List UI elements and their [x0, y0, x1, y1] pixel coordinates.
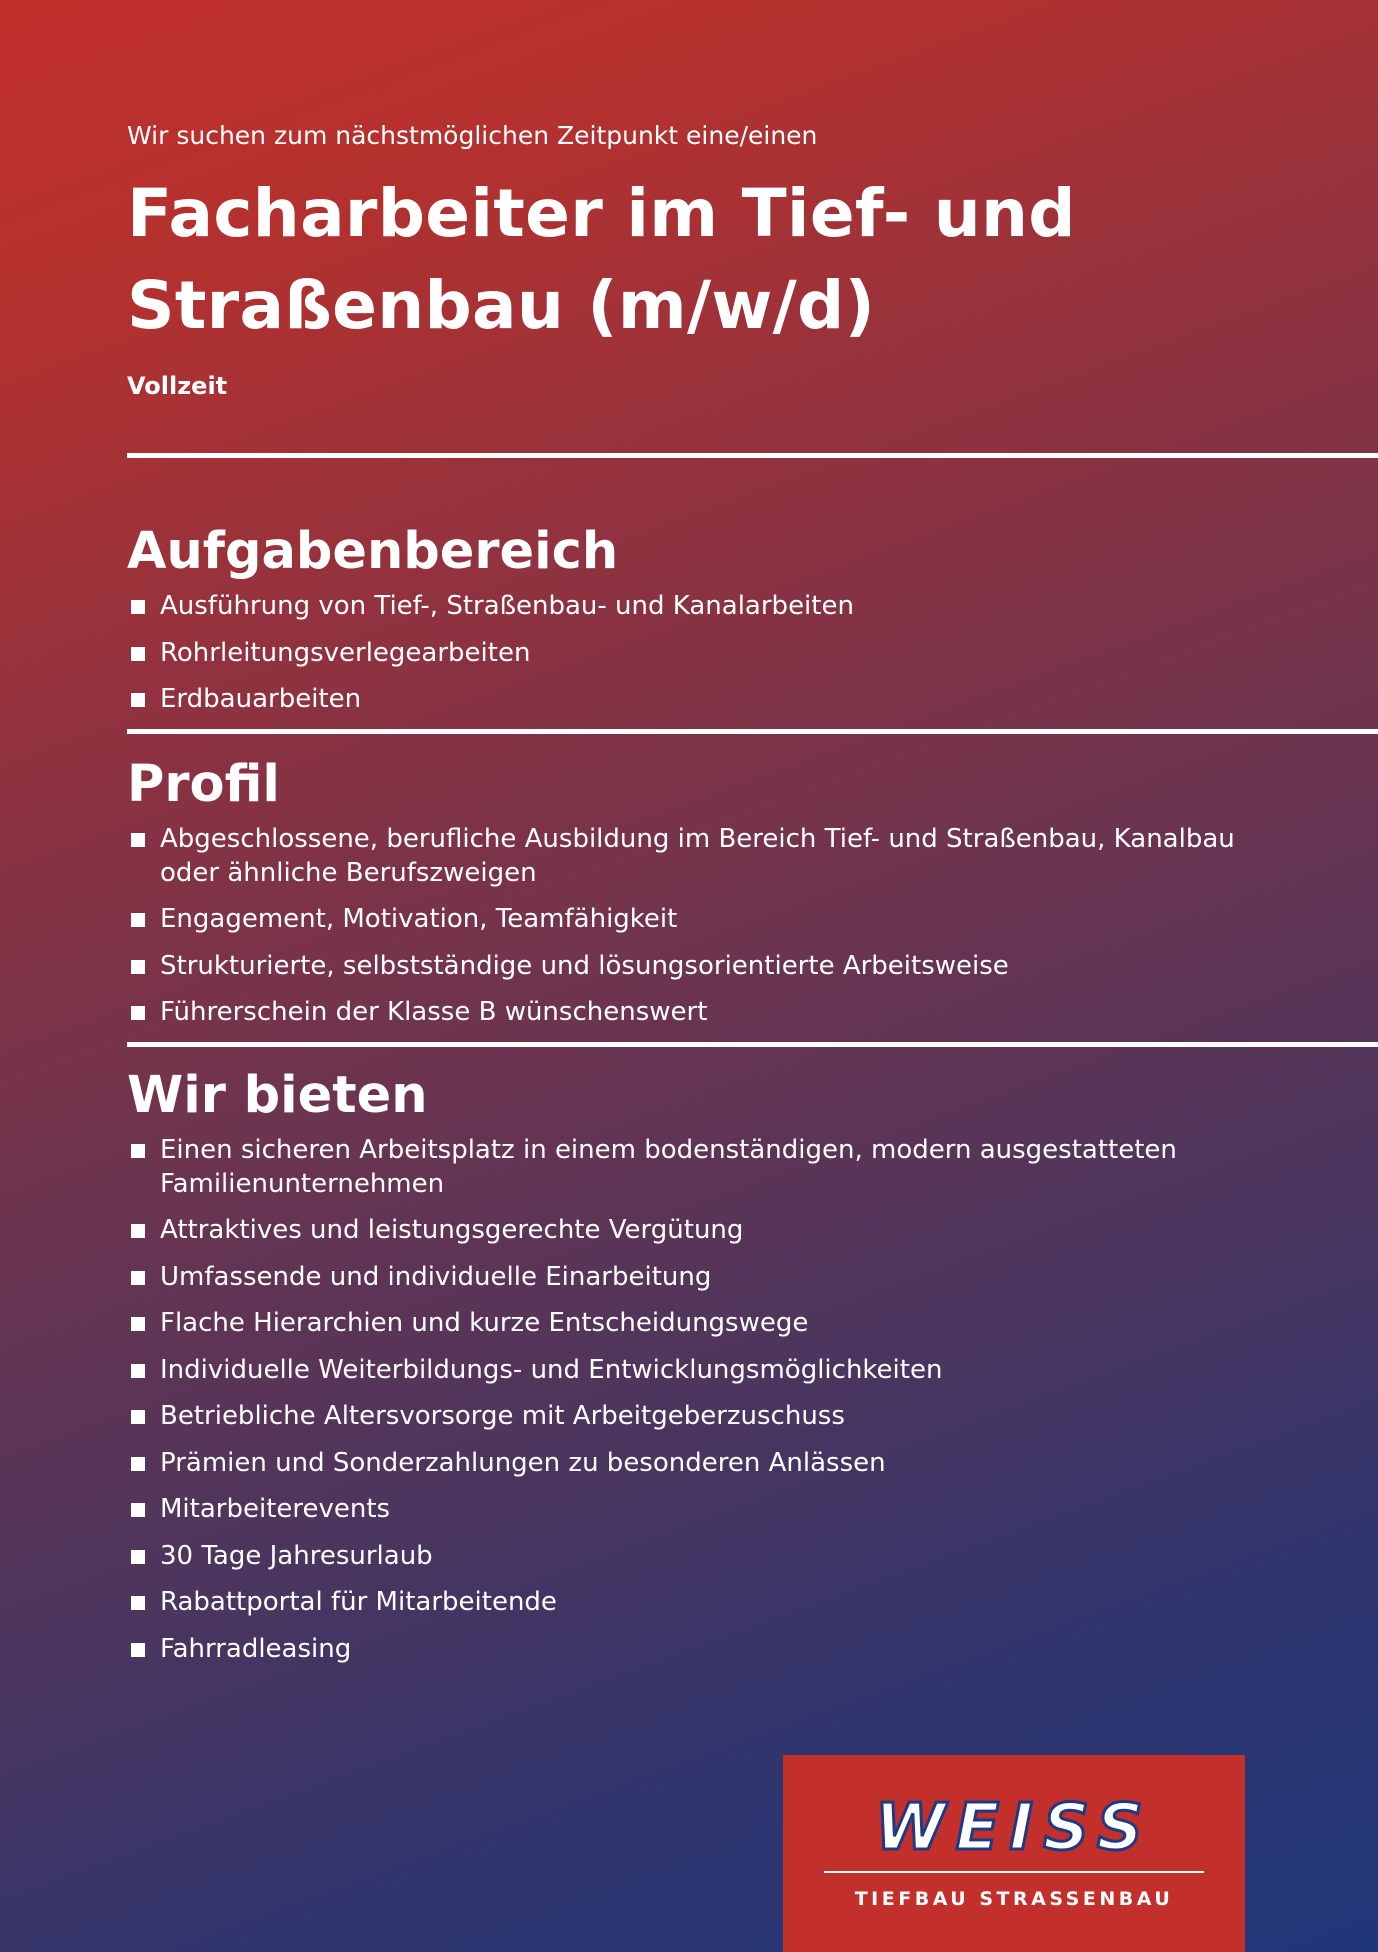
- list-item: Ausführung von Tief-, Straßenbau- und Kanalarbeiten: [127, 589, 1260, 623]
- bullet-square-icon: [131, 833, 145, 847]
- list-aufgabenbereich: [127, 589, 1378, 716]
- list-item: Betriebliche Altersvorsorge mit Arbeitgeberzuschuss: [127, 1399, 1260, 1433]
- bullet-square-icon: [131, 1271, 145, 1285]
- bullet-square-icon: [131, 1144, 145, 1158]
- bullet-square-icon: [131, 1006, 145, 1020]
- list-item: Erdbauarbeiten: [127, 682, 1260, 716]
- company-logo: [783, 1755, 1245, 1952]
- bullet-square-icon: [131, 1224, 145, 1238]
- job-title-line-1: Facharbeiter im Tief- und: [127, 175, 1076, 252]
- job-title: [127, 168, 1378, 352]
- bullet-square-icon: [131, 600, 145, 614]
- divider-top: [127, 453, 1378, 458]
- list-item: Rohrleitungsverlegearbeiten: [127, 636, 1260, 670]
- list-item: Rabattportal für Mitarbeitende: [127, 1585, 1260, 1619]
- bullet-square-icon: [131, 1457, 145, 1471]
- bullet-square-icon: [131, 1410, 145, 1424]
- list-item: Führerschein der Klasse B wünschenswert: [127, 995, 1260, 1029]
- bullet-square-icon: [131, 1364, 145, 1378]
- logo-divider: [824, 1871, 1204, 1873]
- list-item: Attraktives und leistungsgerechte Vergütung: [127, 1213, 1260, 1247]
- list-item: 30 Tage Jahresurlaub: [127, 1539, 1260, 1573]
- bullet-square-icon: [131, 1596, 145, 1610]
- worktime-label: Vollzeit: [127, 372, 228, 400]
- bullet-square-icon: [131, 1317, 145, 1331]
- job-title-line-2: Straßenbau (m/w/d): [127, 267, 876, 344]
- list-item: Umfassende und individuelle Einarbeitung: [127, 1260, 1260, 1294]
- bullet-square-icon: [131, 1503, 145, 1517]
- list-wir-bieten: [127, 1133, 1378, 1666]
- divider-profil: [127, 729, 1378, 734]
- list-item: Abgeschlossene, berufliche Ausbildung im Bereich Tief- und Straßenbau, Kanalbau oder ähnliche Berufszweigen: [127, 822, 1260, 890]
- bullet-square-icon: [131, 1643, 145, 1657]
- section-heading-aufgabenbereich: Aufgabenbereich: [127, 522, 619, 581]
- logo-wordmark: WEISS: [874, 1791, 1154, 1865]
- list-item: Fahrradleasing: [127, 1632, 1260, 1666]
- bullet-square-icon: [131, 1550, 145, 1564]
- logo-tagline: TIEFBAU STRASSENBAU: [854, 1888, 1174, 1910]
- bullet-square-icon: [131, 693, 145, 707]
- list-item: Individuelle Weiterbildungs- und Entwicklungsmöglichkeiten: [127, 1353, 1260, 1387]
- section-heading-profil: Profil: [127, 754, 280, 814]
- list-item: Einen sicheren Arbeitsplatz in einem bodenständigen, modern ausgestatteten Familienunternehmen: [127, 1133, 1260, 1201]
- list-item: Flache Hierarchien und kurze Entscheidungswege: [127, 1306, 1260, 1340]
- list-item: Prämien und Sonderzahlungen zu besonderen Anlässen: [127, 1446, 1260, 1480]
- list-item: Engagement, Motivation, Teamfähigkeit: [127, 902, 1260, 936]
- section-heading-wir-bieten: Wir bieten: [127, 1065, 428, 1125]
- bullet-square-icon: [131, 913, 145, 927]
- intro-text: Wir suchen zum nächstmöglichen Zeitpunkt eine/einen: [127, 121, 818, 150]
- job-ad-content: [127, 118, 1378, 1678]
- bullet-square-icon: [131, 647, 145, 661]
- divider-wir-bieten: [127, 1042, 1378, 1047]
- bullet-square-icon: [131, 960, 145, 974]
- list-item: Mitarbeiterevents: [127, 1492, 1260, 1526]
- list-profil: [127, 822, 1378, 1030]
- list-item: Strukturierte, selbstständige und lösungsorientierte Arbeitsweise: [127, 949, 1260, 983]
